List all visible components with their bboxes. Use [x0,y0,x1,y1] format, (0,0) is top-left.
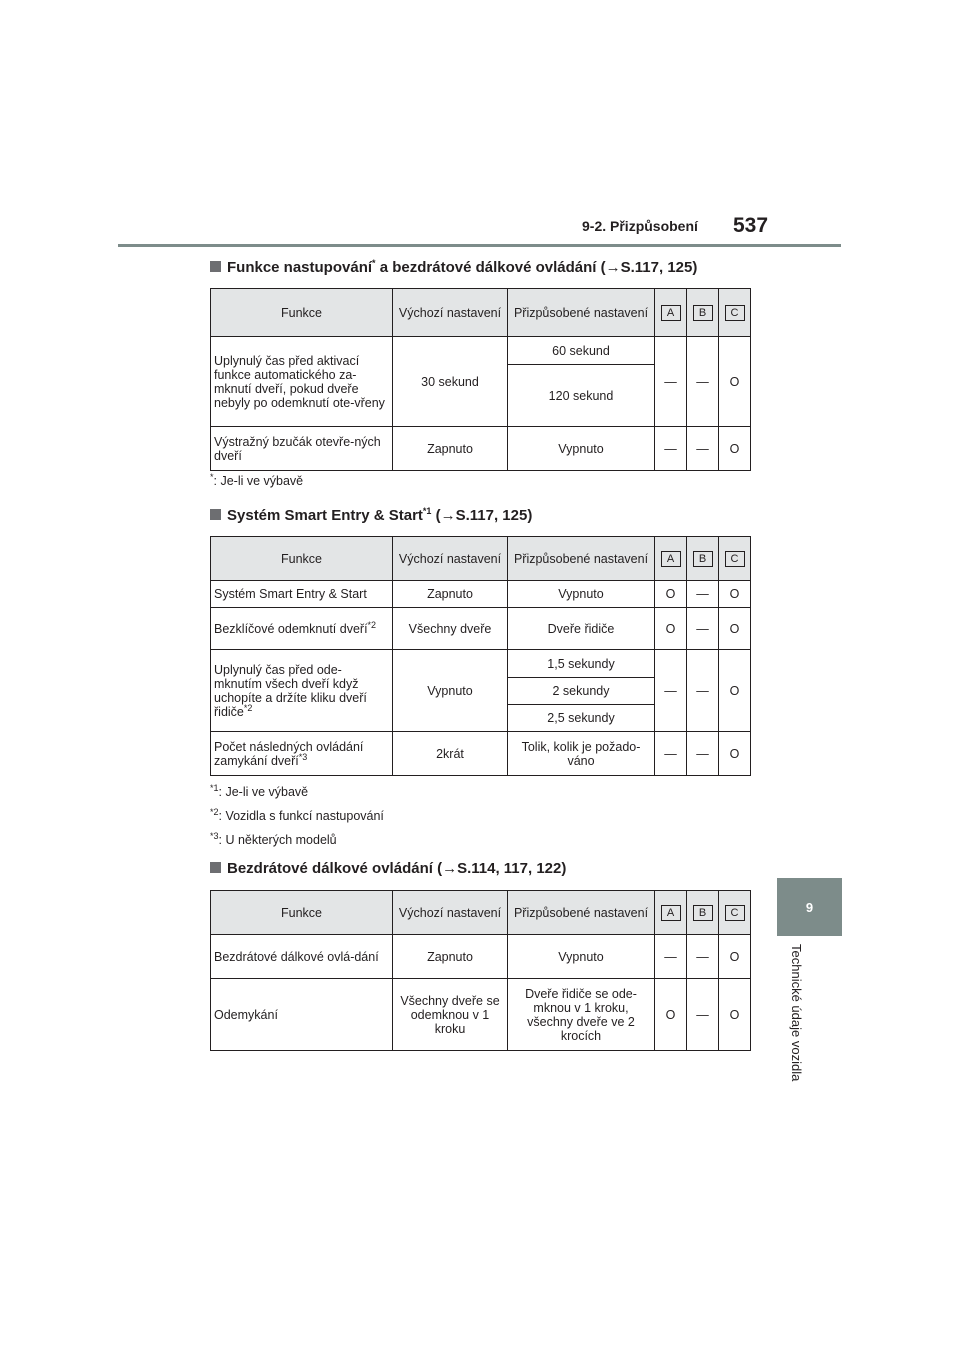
square-bullet-icon [210,862,221,873]
table-row [211,732,751,776]
cell-function: Výstražný bzučák otevře-ných dveří [211,427,393,471]
cell-b: — [687,581,719,608]
cell-c: O [719,650,751,732]
col-header-c: C [719,891,751,935]
col-header-b: B [687,891,719,935]
cell-function: Bezdrátové dálkové ovlá-dání [211,935,393,979]
cell-a: O [655,979,687,1051]
chapter-tab [777,878,842,936]
entry-function-table [210,288,751,471]
cell-b: — [687,732,719,776]
footnote: $^{*3}$: U některých modelů [210,830,337,847]
cell-c: O [719,935,751,979]
cell-default: Všechny dveře [393,608,508,650]
cell-a: — [655,427,687,471]
cell-a: — [655,337,687,427]
cell-c: O [719,732,751,776]
cell-custom: 2,5 sekundy [508,705,655,732]
cell-function: Počet následných ovládání zamykání dveří$^{*3}$ [211,732,393,776]
cell-b: — [687,650,719,732]
cell-function: Odemykání [211,979,393,1051]
table-row [211,650,751,678]
col-header-default: Výchozí nastavení [393,289,508,337]
page-number: 537 [733,214,769,237]
col-header-default: Výchozí nastavení [393,891,508,935]
cell-custom: Tolik, kolik je požado-váno [508,732,655,776]
cell-c: O [719,427,751,471]
cell-b: — [687,608,719,650]
col-header-custom: Přizpůsobené nastavení [508,537,655,581]
section-title: 9-2. Přizpůsobení [582,218,698,234]
cell-a: — [655,935,687,979]
cell-a: — [655,732,687,776]
col-header-a: A [655,537,687,581]
cell-c: O [719,581,751,608]
table-header-row [211,289,751,337]
table-row [211,608,751,650]
table-row [211,979,751,1051]
cell-custom: Dveře řidiče [508,608,655,650]
section-heading-entry-function: Funkce nastupování* a bezdrátové dálkové ovládání (→S.117, 125) [210,259,697,276]
cell-custom: Vypnuto [508,935,655,979]
cell-b: — [687,935,719,979]
arrow-right-icon: → [442,860,458,877]
table-header-row [211,891,751,935]
col-header-function: Funkce [211,289,393,337]
footnote: $^{*2}$: Vozidla s funkcí nastupování [210,806,384,823]
cell-default: Zapnuto [393,427,508,471]
cell-default: Vypnuto [393,650,508,732]
cell-b: — [687,979,719,1051]
table-row [211,935,751,979]
cell-a: O [655,608,687,650]
col-header-function: Funkce [211,891,393,935]
arrow-right-icon: → [605,259,621,276]
remote-control-table [210,890,751,1051]
col-header-default: Výchozí nastavení [393,537,508,581]
cell-default: Všechny dveře se odemknou v 1 kroku [393,979,508,1051]
cell-a: O [655,581,687,608]
table-header-row [211,537,751,581]
cell-function: Systém Smart Entry & Start [211,581,393,608]
cell-function: Bezklíčové odemknutí dveří$^{*2}$ [211,608,393,650]
cell-function: Uplynulý čas před aktivací funkce automatického za-mknutí dveří, pokud dveře nebyly po odemknutí ote-vřeny [211,337,393,427]
smart-entry-table [210,536,751,776]
header-rule [118,244,841,247]
cell-default: 2krát [393,732,508,776]
col-header-b: B [687,289,719,337]
chapter-number: 9 [805,899,814,915]
cell-c: O [719,337,751,427]
col-header-c: C [719,289,751,337]
cell-custom: 60 sekund [508,337,655,365]
cell-custom: 2 sekundy [508,678,655,705]
cell-c: O [719,979,751,1051]
col-header-c: C [719,537,751,581]
cell-c: O [719,608,751,650]
section-heading-remote: Bezdrátové dálkové ovládání (→S.114, 117, 122) [210,860,566,877]
section-heading-smart-entry: Systém Smart Entry & Start$^{*1}$ (→S.117, 125) [210,507,532,524]
cell-default: Zapnuto [393,935,508,979]
col-header-b: B [687,537,719,581]
cell-custom: Dveře řidiče se ode-mknou v 1 kroku, všechny dveře ve 2 krocích [508,979,655,1051]
cell-default: 30 sekund [393,337,508,427]
cell-function: Uplynulý čas před ode-mknutím všech dveří když uchopíte a držíte kliku dveří řidiče$^{*2}$ [211,650,393,732]
cell-b: — [687,427,719,471]
cell-custom: 1,5 sekundy [508,650,655,678]
cell-default: Zapnuto [393,581,508,608]
table-row [211,427,751,471]
cell-a: — [655,650,687,732]
footnote: *: Je-li ve výbavě [210,471,304,488]
col-header-custom: Přizpůsobené nastavení [508,289,655,337]
cell-b: — [687,337,719,427]
col-header-a: A [655,891,687,935]
col-header-custom: Přizpůsobené nastavení [508,891,655,935]
col-header-a: A [655,289,687,337]
cell-custom: Vypnuto [508,581,655,608]
square-bullet-icon [210,261,221,272]
table-row [211,337,751,365]
arrow-right-icon: → [440,507,456,524]
col-header-function: Funkce [211,537,393,581]
footnote: $^{*1}$: Je-li ve výbavě [210,782,309,799]
cell-custom: Vypnuto [508,427,655,471]
square-bullet-icon [210,509,221,520]
table-row [211,581,751,608]
cell-custom: 120 sekund [508,365,655,427]
chapter-title: Technické údaje vozidla [789,944,804,1082]
